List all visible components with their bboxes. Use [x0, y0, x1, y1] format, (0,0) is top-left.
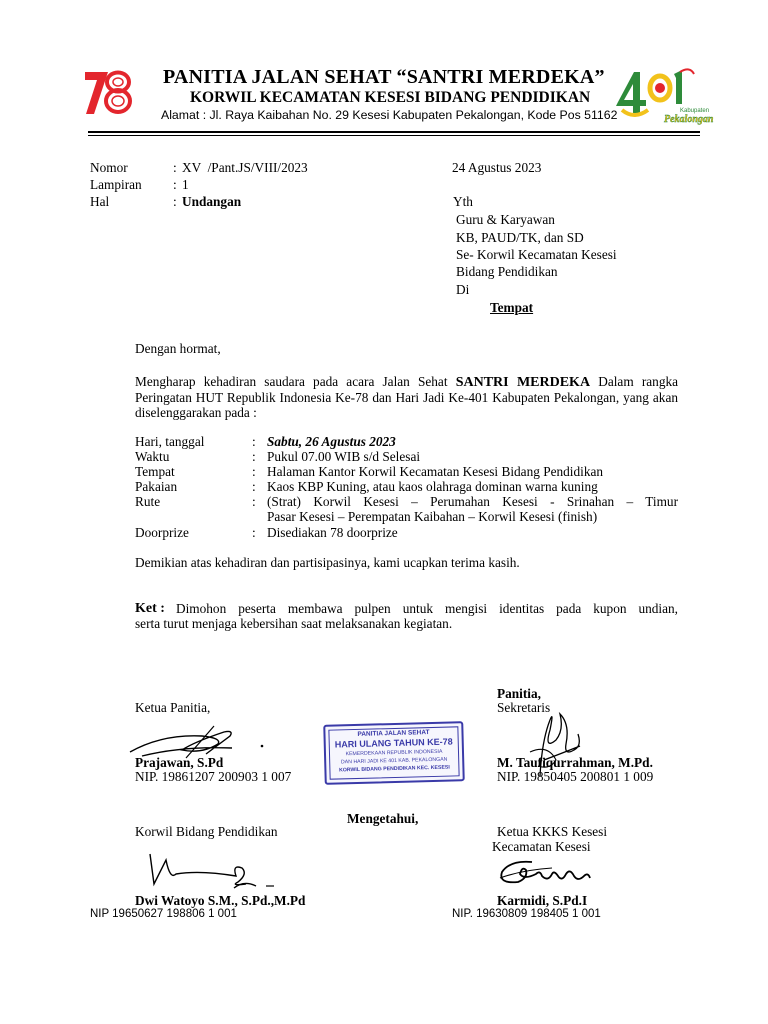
- lampiran-colon: :: [173, 177, 177, 192]
- para1-event-name: SANTRI MERDEKA: [455, 375, 591, 390]
- letter-date: 24 Agustus 2023: [452, 160, 542, 175]
- detail-route-value-line2: Pasar Kesesi – Perempatan Kaibahan – Korwil Kesesi (finish): [267, 509, 598, 524]
- detail-place-value: Halaman Kantor Korwil Kecamatan Kesesi Bidang Pendidikan: [267, 464, 604, 479]
- detail-label: Tempat: [135, 464, 175, 479]
- closing-sentence: Demikian atas kehadiran dan partisipasinya, kami ucapkan terima kasih.: [135, 555, 520, 570]
- letterhead-address: Alamat : Jl. Raya Kaibahan No. 29 Kesesi Kabupaten Pekalongan, Kode Pos 51162: [161, 108, 618, 122]
- kkks-title-2: Kecamatan Kesesi: [492, 839, 591, 854]
- recipient-line: Guru & Karyawan: [456, 212, 555, 227]
- nomor-value: XV /Pant.JS/VIII/2023: [182, 160, 308, 175]
- stamp-line5: KORWIL BIDANG PENDIDIKAN KEC. KESESI: [338, 764, 450, 774]
- detail-colon: :: [252, 464, 256, 479]
- kkks-name: Karmidi, S.Pd.I: [497, 893, 588, 908]
- letterhead-rule-thin: [88, 135, 700, 136]
- detail-label: Doorprize: [135, 525, 189, 540]
- ketua-title: Ketua Panitia,: [135, 700, 211, 715]
- hari-jadi-401-logo: [612, 64, 714, 128]
- stamp-line3: KEMERDEKAAN REPUBLIK INDONESIA: [345, 748, 443, 758]
- kkks-signature: [492, 856, 602, 890]
- korwil-signature: [140, 850, 280, 892]
- detail-doorprize-value: Disediakan 78 doorprize: [267, 525, 398, 540]
- letterhead-subtitle: KORWIL KECAMATAN KESESI BIDANG PENDIDIKAN: [190, 89, 591, 106]
- stamp-line2: HARI ULANG TAHUN KE-78: [334, 736, 453, 750]
- para1-text: Mengharap kehadiran saudara pada acara Jalan Sehat: [135, 374, 448, 389]
- detail-label: Hari, tanggal: [135, 434, 205, 449]
- note-line2: serta turut menjaga kebersihan saat melaksanakan kegiatan.: [135, 616, 453, 631]
- detail-colon: :: [252, 434, 256, 449]
- letterhead-rule-thick: [88, 131, 700, 133]
- lampiran-value: 1: [182, 177, 189, 192]
- sekretaris-nip: NIP. 19850405 200801 1 009: [497, 769, 654, 784]
- recipient-line: Bidang Pendidikan: [456, 264, 558, 279]
- para1-text-rest: Dalam rangka Peringatan HUT Republik Indonesia Ke-78 dan Hari Jadi Ke-401 Kabupaten Pekalongan, yang akan diselenggarakan pada :: [135, 374, 679, 420]
- detail-label: Waktu: [135, 449, 170, 464]
- detail-route-value-line1: (Strat) Korwil Kesesi – Perumahan Kesesi - Srinahan – Timur: [267, 494, 678, 509]
- note-label: Ket :: [135, 601, 165, 616]
- recipient-line: Di: [456, 282, 470, 297]
- hal-colon: :: [173, 194, 177, 209]
- detail-label: Rute: [135, 494, 161, 509]
- stamp-line4: DAN HARI JADI KE 401 KAB. PEKALONGAN: [340, 756, 448, 766]
- recipient-line: KB, PAUD/TK, dan SD: [456, 230, 584, 245]
- committee-stamp: [323, 721, 465, 785]
- detail-date-value: Sabtu, 26 Agustus 2023: [267, 434, 396, 449]
- recipient-line: Se- Korwil Kecamatan Kesesi: [456, 247, 617, 262]
- detail-attire-value: Kaos KBP Kuning, atau kaos olahraga dominan warna kuning: [267, 479, 598, 494]
- kkks-title-1: Ketua KKKS Kesesi: [497, 824, 608, 839]
- note-line1: Dimohon peserta membawa pulpen untuk mengisi identitas pada kupon undian,: [176, 601, 678, 616]
- sekretaris-title: Sekretaris: [497, 700, 551, 715]
- sekretaris-name: M. Taufiqurrahman, M.Pd.: [497, 755, 653, 770]
- mengetahui-heading: Mengetahui,: [347, 811, 419, 826]
- recipient-tempat: Tempat: [490, 300, 534, 315]
- detail-colon: :: [252, 449, 256, 464]
- invitation-paragraph: [135, 374, 678, 420]
- detail-colon: :: [252, 525, 256, 540]
- hal-label: Hal: [90, 194, 110, 209]
- letterhead-title: PANITIA JALAN SEHAT “SANTRI MERDEKA”: [163, 66, 605, 88]
- korwil-nip: NIP 19650627 198806 1 001: [90, 908, 237, 920]
- recipient-yth: Yth: [453, 194, 473, 209]
- greeting: Dengan hormat,: [135, 341, 221, 356]
- detail-label: Pakaian: [135, 479, 178, 494]
- detail-colon: :: [252, 494, 256, 509]
- ketua-name: Prajawan, S.Pd: [135, 755, 224, 770]
- ketua-nip: NIP. 19861207 200903 1 007: [135, 769, 292, 784]
- lampiran-label: Lampiran: [90, 177, 142, 192]
- panitia-heading: Panitia,: [497, 686, 541, 701]
- hut-ri-78-logo: [82, 66, 132, 118]
- detail-time-value: Pukul 07.00 WIB s/d Selesai: [267, 449, 421, 464]
- korwil-title: Korwil Bidang Pendidikan: [135, 824, 278, 839]
- korwil-name: Dwi Watoyo S.M., S.Pd.,M.Pd: [135, 893, 306, 908]
- kkks-nip: NIP. 19630809 198405 1 001: [452, 908, 601, 920]
- logo-caption-kabupaten: Kabupaten: [680, 108, 710, 114]
- hal-value: Undangan: [182, 194, 242, 209]
- nomor-colon: :: [173, 160, 177, 175]
- logo-caption-pekalongan: Pekalongan: [664, 114, 714, 125]
- stamp-line1: PANITIA JALAN SEHAT: [357, 729, 430, 738]
- detail-colon: :: [252, 479, 256, 494]
- nomor-label: Nomor: [90, 160, 128, 175]
